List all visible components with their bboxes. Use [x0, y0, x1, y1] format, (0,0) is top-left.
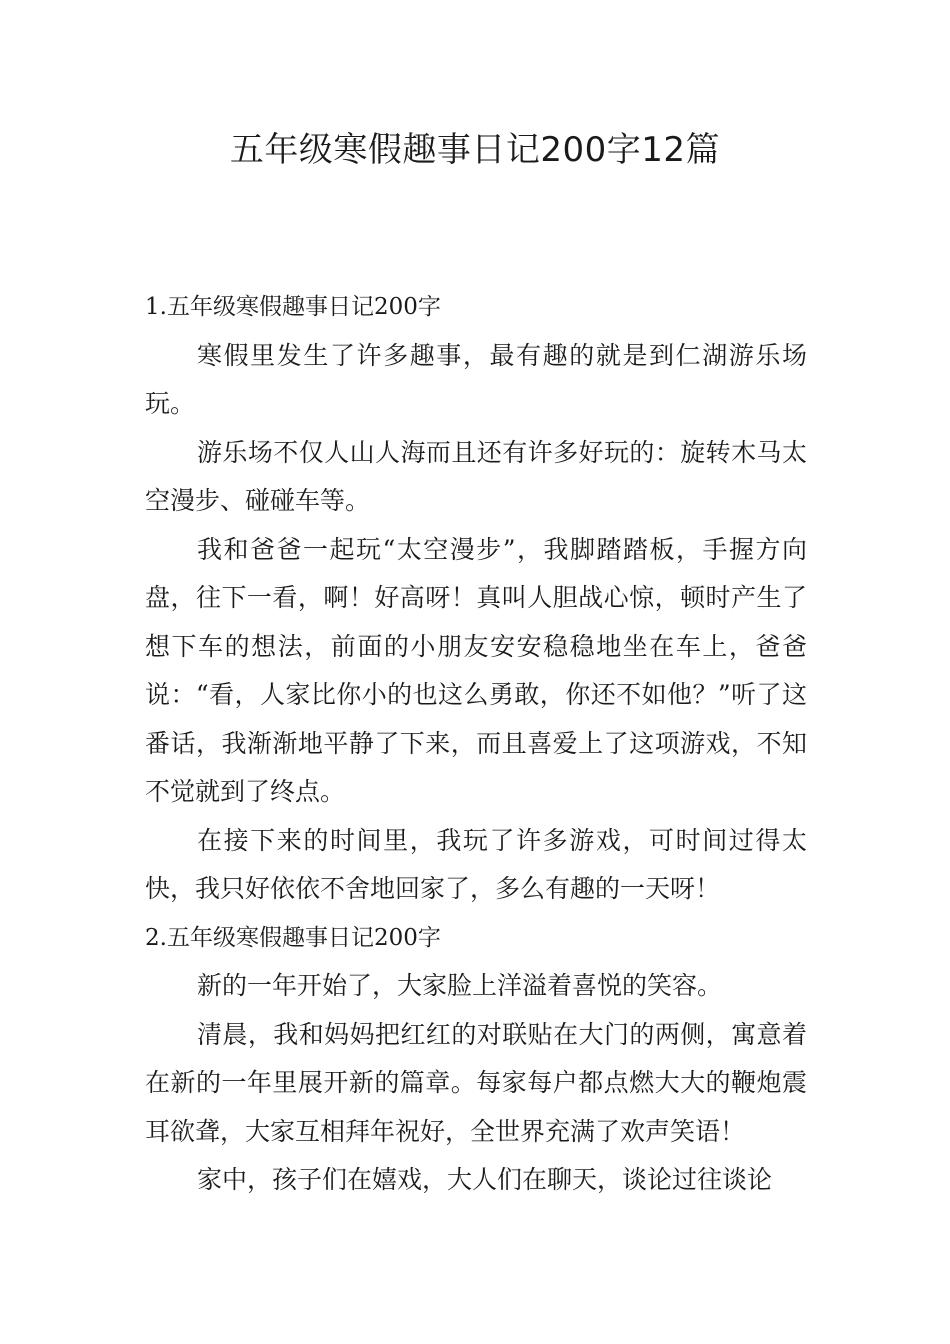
section-heading: 2.五年级寒假趣事日记200字: [145, 924, 441, 951]
paragraph: 我和爸爸一起玩“太空漫步”，我脚踏踏板，手握方向盘，往下一看，啊！好高呀！真叫人胆战心惊，顿时产生了想下车的想法，前面的小朋友安安稳稳地坐在车上，爸爸说：“看，人家比你小的也这么勇敢，你还不如他？”听了这番话，我渐渐地平静了下来，而且喜爱上了这项游戏，不知不觉就到了终点。: [145, 534, 807, 806]
paragraph: 寒假里发生了许多趣事，最有趣的就是到仁湖游乐场玩。: [145, 340, 807, 418]
document-title: 五年级寒假趣事日记200字12篇: [229, 130, 721, 170]
section-heading: 1.五年级寒假趣事日记200字: [145, 294, 441, 320]
paragraph: 新的一年开始了，大家脸上洋溢着喜悦的笑容。: [197, 971, 723, 1000]
paragraph: 游乐场不仅人山人海而且还有许多好玩的：旋转木马太空漫步、碰碰车等。: [145, 437, 807, 515]
paragraph: 清晨，我和妈妈把红红的对联贴在大门的两侧，寓意着在新的一年里展开新的篇章。每家每户都点燃大大的鞭炮震耳欲聋，大家互相拜年祝好，全世界充满了欢声笑语！: [145, 1019, 807, 1146]
document-body: [145, 283, 807, 1205]
diary-section-2: [145, 914, 807, 1205]
paragraph: 家中，孩子们在嬉戏，大人们在聊天，谈论过往谈论: [197, 1165, 773, 1194]
paragraph: 在接下来的时间里，我玩了许多游戏，可时间过得太快，我只好依依不舍地回家了，多么有趣的一天呀！: [145, 825, 807, 903]
diary-section-1: [145, 283, 807, 914]
